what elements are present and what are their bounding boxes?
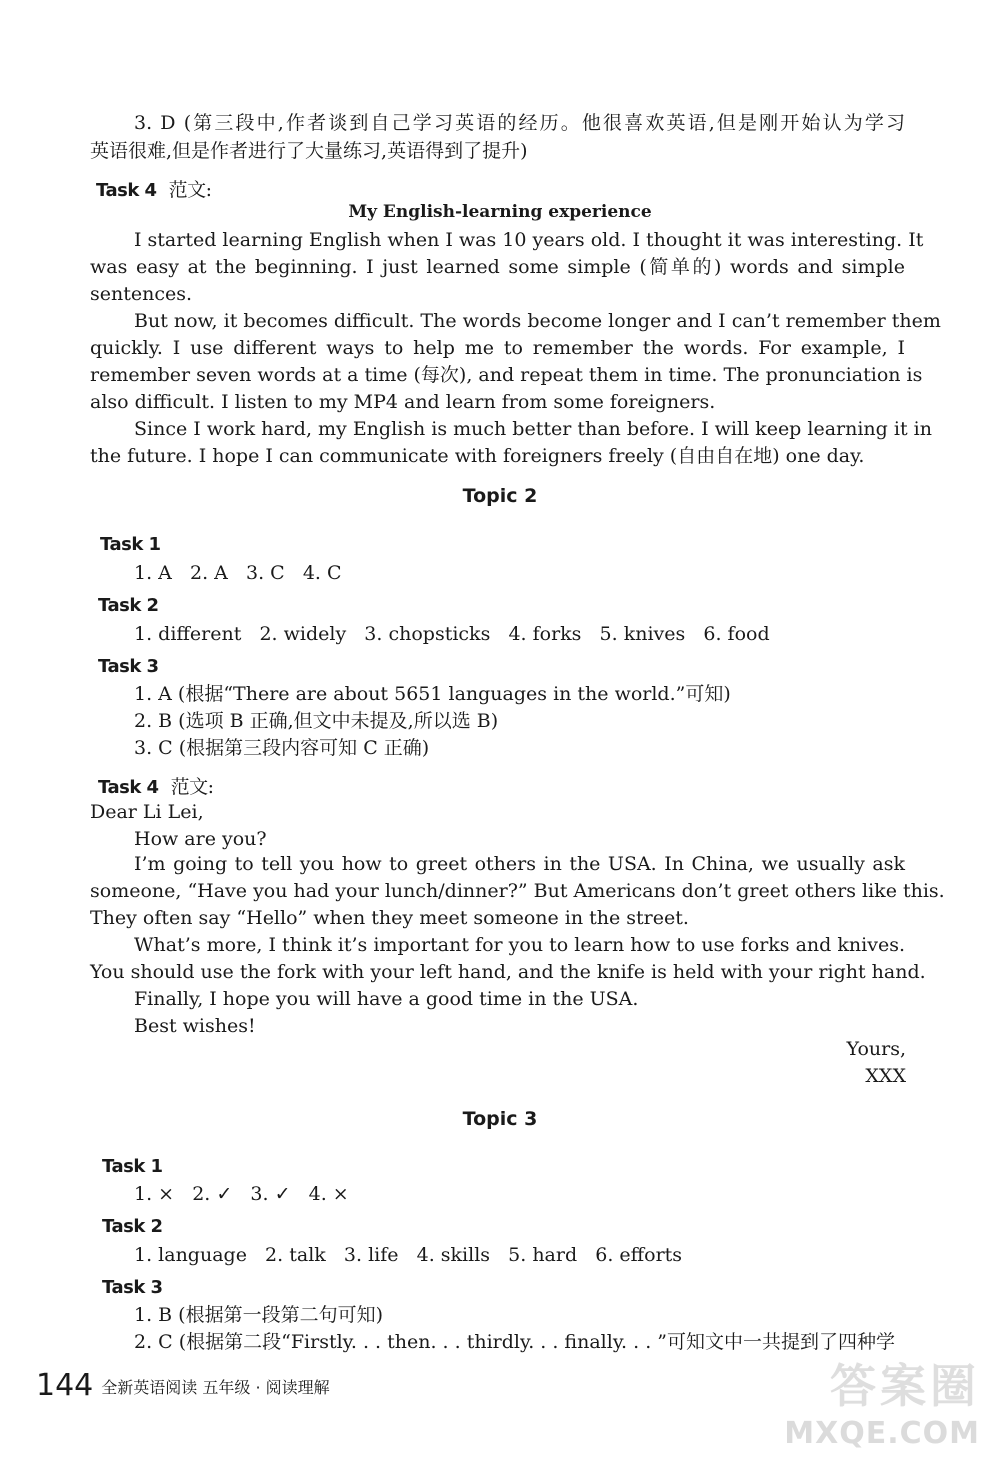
page-footer bbox=[36, 1368, 330, 1403]
topic-3-task-2-heading: Task 2 bbox=[102, 1216, 163, 1237]
essay-line: I started learning English when I was 10 years old. I thought it was interesting. It bbox=[134, 229, 924, 251]
essay-line: also difficult. I listen to my MP4 and learn from some foreigners. bbox=[90, 391, 716, 413]
sample-essay-label: 范文: bbox=[168, 179, 212, 201]
letter-line: I’m going to tell you how to greet others in the USA. In China, we usually ask bbox=[134, 853, 905, 875]
topic-2-task-3-answer: 1. A (根据“There are about 5651 languages in the world.”可知) bbox=[134, 683, 731, 705]
letter-closing: Yours, bbox=[846, 1038, 906, 1060]
essay-line: sentences. bbox=[90, 283, 193, 305]
essay-line: quickly. I use different ways to help me to remember the words. For example, I bbox=[90, 337, 905, 359]
topic-2-task-3-answer: 2. B (选项 B 正确,但文中未提及,所以选 B) bbox=[134, 710, 499, 732]
topic-3-task-1-answers: 1. × 2. ✓ 3. ✓ 4. × bbox=[134, 1183, 349, 1205]
answer-item-3-line-2: 英语很难,但是作者进行了大量练习,英语得到了提升) bbox=[90, 140, 528, 162]
letter-greeting: Dear Li Lei, bbox=[90, 801, 204, 823]
page-number: 144 bbox=[36, 1368, 94, 1403]
sample-essay-label: 范文: bbox=[170, 776, 214, 798]
letter-line: Best wishes! bbox=[134, 1015, 256, 1037]
letter-line: Finally, I hope you will have a good time in the USA. bbox=[134, 988, 639, 1010]
letter-line: someone, “Have you had your lunch/dinner?” But Americans don’t greet others like this. bbox=[90, 880, 945, 902]
letter-signature: XXX bbox=[865, 1065, 906, 1087]
watermark-logo: 答案圈 bbox=[830, 1359, 980, 1413]
task-4-heading bbox=[96, 175, 212, 202]
topic-2-task-1-heading: Task 1 bbox=[100, 534, 161, 555]
site-watermark bbox=[784, 1350, 980, 1451]
topic-3-task-1-heading: Task 1 bbox=[102, 1156, 163, 1177]
topic-3-task-2-answers: 1. language 2. talk 3. life 4. skills 5. hard 6. efforts bbox=[134, 1244, 683, 1266]
letter-line: You should use the fork with your left hand, and the knife is held with your right hand. bbox=[90, 961, 926, 983]
topic-3-heading: Topic 3 bbox=[462, 1108, 538, 1130]
task-label: Task 4 bbox=[96, 180, 157, 201]
task-label: Task 4 bbox=[98, 777, 159, 798]
topic-3-task-3-answer: 2. C (根据第二段“Firstly. . . then. . . thirdly. . . finally. . . ”可知文中一共提到了四种学 bbox=[134, 1331, 895, 1353]
letter-line: They often say “Hello” when they meet someone in the street. bbox=[90, 907, 689, 929]
topic-2-task-2-answers: 1. different 2. widely 3. chopsticks 4. forks 5. knives 6. food bbox=[134, 623, 770, 645]
topic-2-task-2-heading: Task 2 bbox=[98, 595, 159, 616]
topic-3-task-3-answer: 1. B (根据第一段第二句可知) bbox=[134, 1304, 383, 1326]
book-title: 全新英语阅读 五年级 · 阅读理解 bbox=[101, 1378, 330, 1397]
topic-2-task-1-answers: 1. A 2. A 3. C 4. C bbox=[134, 562, 342, 584]
topic-3-task-3-heading: Task 3 bbox=[102, 1277, 163, 1298]
essay-line: Since I work hard, my English is much better than before. I will keep learning it in bbox=[134, 418, 932, 440]
topic-2-task-3-answer: 3. C (根据第三段内容可知 C 正确) bbox=[134, 737, 430, 759]
topic-2-task-4-heading bbox=[98, 772, 214, 799]
essay-title: My English-learning experience bbox=[348, 202, 652, 222]
answer-item-3-line-1: 3. D (第三段中,作者谈到自己学习英语的经历。他很喜欢英语,但是刚开始认为学习 bbox=[134, 112, 905, 134]
topic-2-heading: Topic 2 bbox=[462, 485, 538, 507]
letter-line: How are you? bbox=[134, 828, 267, 850]
essay-line: remember seven words at a time (每次), and repeat them in time. The pronunciation is bbox=[90, 364, 923, 386]
essay-line: But now, it becomes difficult. The words become longer and I can’t remember them bbox=[134, 310, 941, 332]
watermark-url: MXQE.COM bbox=[784, 1416, 980, 1451]
letter-line: What’s more, I think it’s important for you to learn how to use forks and knives. bbox=[134, 934, 905, 956]
essay-line: was easy at the beginning. I just learned some simple (简单的) words and simple bbox=[90, 256, 905, 278]
essay-line: the future. I hope I can communicate with foreigners freely (自由自在地) one day. bbox=[90, 445, 865, 467]
topic-2-task-3-heading: Task 3 bbox=[98, 656, 159, 677]
